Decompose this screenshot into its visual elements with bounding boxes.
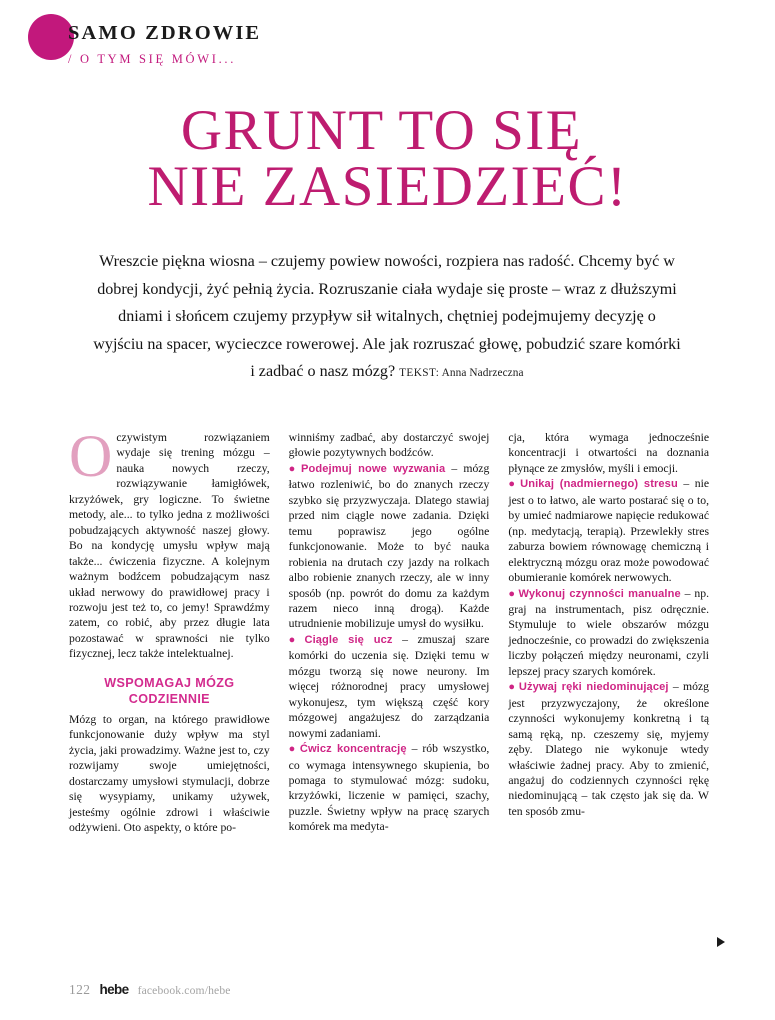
bullet-item bbox=[289, 461, 490, 632]
bullet-dot-icon: ● bbox=[508, 478, 518, 491]
bullet-lead-in: Ciągle się ucz bbox=[304, 633, 393, 646]
bullet-dot-icon: ● bbox=[508, 681, 517, 694]
headline-line-1: GRUNT TO SIĘ bbox=[180, 99, 583, 162]
bullet-item bbox=[289, 741, 490, 835]
lead-text: Wreszcie piękna wiosna – czujemy powiew nowości, rozpiera nas radość. Chcemy być w dobrej kondycji, żyć pełnią życia. Rozruszanie ciała wydaje się proste – wraz z dłuższymi dniami i słońcem czujemy przypływ sił witalnych, chętniej podejmujemy decyzję o wyjściu na spacer, wycieczce rowerowej. Ale jak rozruszać głowę, pobudzić szare komórki i zadbać o nasz mózg? bbox=[93, 253, 681, 381]
bullet-item bbox=[508, 476, 709, 585]
bullet-text: – rób wszystko, co wymaga intensywnego skupienia, bo pomaga to stymulować mózg: sudoku, krzyżówki, liczenie w pamięci, szachy, puzzle. Świetny wpływ na pracę szarych komórek ma medyta- bbox=[288, 742, 490, 834]
headline-line-2: NIE ZASIEDZIEĆ! bbox=[147, 155, 628, 219]
bullet-item bbox=[508, 586, 709, 680]
section-subtitle: / O TYM SIĘ MÓWI... bbox=[68, 52, 237, 66]
bullet-dot-icon: ● bbox=[288, 462, 299, 475]
bullet-item bbox=[289, 632, 490, 741]
brand-logo: hebe bbox=[99, 982, 129, 997]
bullet-text: – mózg łatwo rozleniwić, bo do znanych rzeczy szybko się przyzwyczaja. Dlatego stawiaj przed nim ciągle nowe zadania. Dzięki temu poprawisz jego ogólne funkcjonowanie. Może to być nauka robienia na drutach czy jazdy na rolkach albo robienie znanych rzeczy, ale w inny sposób (np. powrót do domu za każdym razem nieco inną drogą). Każde utrudnienie mobilizuje umysł do wysiłku. bbox=[288, 461, 490, 631]
page-number: 122 bbox=[69, 982, 91, 997]
page-footer bbox=[69, 982, 231, 998]
body-paragraph bbox=[69, 712, 270, 836]
body-paragraph bbox=[69, 423, 270, 662]
bullet-text: – np. graj na instrumentach, pisz odręcznie. Stymuluje to wiele obszarów mózgu jednocześnie, co prowadzi do zwiększenia liczby połączeń między neuronami, czyli lepszej pracy szarych komórek. bbox=[508, 586, 710, 678]
column-subheading: WSPOMAGAJ MÓZG CODZIENNIE bbox=[104, 675, 235, 707]
bullet-lead-in: Używaj ręki niedominującej bbox=[518, 681, 669, 694]
bullet-text: – nie jest o to łatwo, ale warto postarać się o to, by umieć nadmiarowe napięcie redukować (np. medytacją, terapią). Przewlekły stres zaburza bowiem równowagę chemiczną i elektryczną mózgu oraz może powodować obumieranie komórek nerwowych. bbox=[508, 477, 710, 585]
bullet-dot-icon: ● bbox=[288, 633, 302, 646]
article-column-2 bbox=[289, 430, 490, 950]
drop-cap: O bbox=[69, 423, 113, 489]
article-lead bbox=[92, 248, 682, 388]
body-text: cja, która wymaga jednocześnie koncentracji i otwartości na doznania płynące ze zmysłów, myśli i emocji. bbox=[508, 431, 710, 475]
bullet-dot-icon: ● bbox=[288, 743, 298, 756]
bullet-dot-icon: ● bbox=[508, 587, 516, 600]
bullet-lead-in: Podejmuj nowe wyzwania bbox=[301, 462, 446, 475]
article-headline bbox=[0, 99, 775, 219]
section-title: SAMO ZDROWIE bbox=[68, 22, 262, 44]
social-handle: facebook.com/hebe bbox=[137, 984, 231, 997]
body-paragraph bbox=[508, 430, 709, 476]
article-column-1 bbox=[69, 423, 270, 950]
bullet-lead-in: Unikaj (nadmiernego) stresu bbox=[520, 478, 678, 491]
article-body bbox=[69, 423, 710, 950]
bullet-text: – mózg jest przyzwyczajony, że określone czynności wykonujemy konkretną i tą samą ręką, np. czeszemy się, myjemy zęby. Dlatego nie wykonuje wtedy właściwie żadnej pracy. Aby to zmienić, angażuj do codziennych czynności rękę niedominującą – tak często jak się da. W ten sposób zmu- bbox=[508, 680, 710, 818]
body-text: czywistym rozwiązaniem wydaje się trening mózgu – nauka nowych rzeczy, rozwiązywanie łamigłówek, krzyżówek, gry logiczne. To świetne metody, ale... to tylko jedna z możliwości pobudzających aktywność naszej głowy. Bo na kondycję umysłu wpływ mają także... ćwiczenia fizyczne. A kolejnym ważnym bodźcem pobudzającym nasz układ nerwowy do prawidłowej pracy i rozwoju jest też to, co jemy! Sprawdźmy zatem, co robić, aby przez długie lata pozostawać w sprawności nie tylko fizycznej, lecz także intelektualnej. bbox=[69, 431, 270, 661]
bullet-item bbox=[508, 679, 709, 819]
article-byline bbox=[399, 367, 524, 379]
continued-arrow-icon bbox=[717, 937, 725, 947]
byline-label: TEKST: bbox=[399, 367, 440, 380]
bullet-lead-in: Wykonuj czynności manualne bbox=[518, 587, 681, 600]
article-column-3 bbox=[508, 430, 709, 950]
bullet-text: – zmuszaj szare komórki do uczenia się. Dzięki temu w mózgu tworzą się nowe neurony. Im więcej różnorodnej pracy umysłowej wykonujesz, tym większą część kory mózgowej angażujesz do zarządzania nowymi zadaniami. bbox=[288, 632, 490, 740]
bullet-lead-in: Ćwicz koncentrację bbox=[299, 743, 407, 756]
body-paragraph bbox=[289, 430, 490, 461]
body-text: Mózg to organ, na którego prawidłowe funkcjonowanie duży wpływ ma styl życia, jaki prowadzimy. Ważne jest to, czy rozwijamy swoje umiejętności, dostarczamy umysłowi stymulacji, dobrze się wysypiamy, unikamy używek, jesteśmy ogólnie zdrowi i właściwie odżywieni. Oto aspekty, o które po- bbox=[69, 712, 270, 834]
body-text: winniśmy zadbać, aby dostarczyć swojej głowie pozytywnych bodźców. bbox=[288, 431, 490, 460]
byline-author: Anna Nadrzeczna bbox=[441, 367, 524, 380]
page-header bbox=[0, 0, 775, 96]
